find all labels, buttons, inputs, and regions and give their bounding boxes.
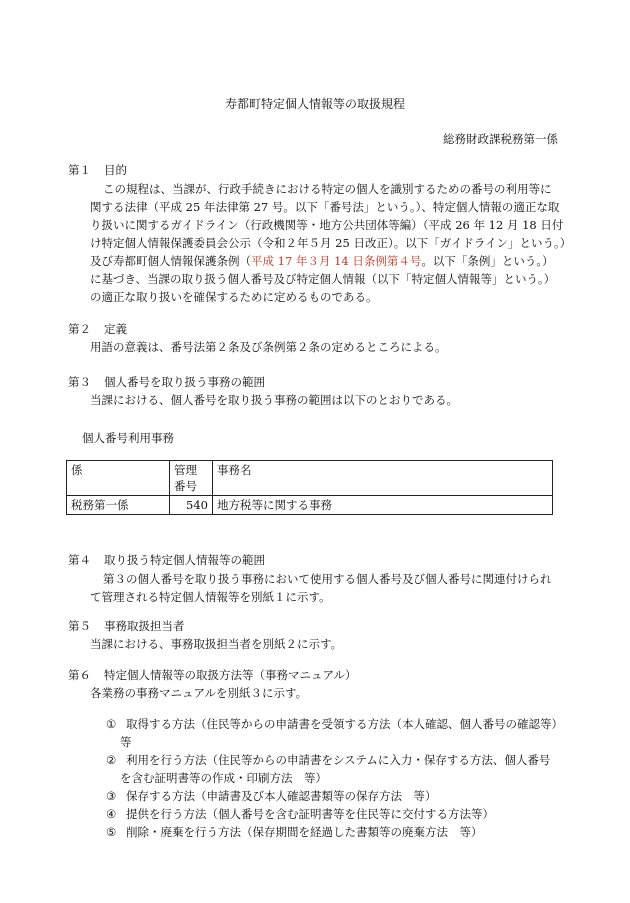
paragraph-line: け特定個人情報保護委員会公示（令和２年５月 25 日改正）。以下「ガイドライン」という。） <box>90 236 572 250</box>
header-number-line1: 管理 <box>174 463 197 477</box>
line-suffix: 。以下「条例」という。） <box>421 254 554 268</box>
paragraph-line: り扱いに関するガイドライン（行政機関等・地方公共団体等編）（平成 26 年 12 月 18 日付 <box>90 218 564 232</box>
section-5-body: 当課における、事務取扱担当者を別紙２に示す。 <box>90 637 343 651</box>
table-label: 個人番号利用事務 <box>82 431 174 445</box>
section-2-body: 用語の意義は、番号法第２条及び条例第２条の定めるところによる。 <box>90 340 447 354</box>
paragraph-line: に基づき、当課の取り扱う個人番号及び特定個人情報（以下「特定個人情報等」という。） <box>90 272 556 286</box>
section-3-body: 当課における、個人番号を取り扱う事務の範囲は以下のとおりである。 <box>90 393 458 407</box>
paragraph-line-mixed <box>90 252 568 270</box>
paragraph-line: の適正な取り扱いを確保するために定めるものである。 <box>90 290 378 304</box>
section-title: 目的 <box>104 163 127 177</box>
item-continuation: を含む証明書等の作成・印刷方法 等） <box>120 771 327 785</box>
item-text: 提供を行う方法（個人番号を含む証明書等を住民等に交付する方法等） <box>126 807 494 821</box>
header-section: 係 <box>67 461 170 496</box>
table-header-row <box>67 461 553 496</box>
header-number-line2: 番号 <box>174 479 197 493</box>
section-6-body: 各業務の事務マニュアルを別紙３に示す。 <box>90 686 308 700</box>
section-1-heading <box>68 162 127 179</box>
section-1-body <box>90 180 572 306</box>
section-2-heading <box>68 321 127 338</box>
section-4-body <box>90 570 552 606</box>
section-6-heading <box>68 667 357 684</box>
list-item <box>106 805 563 823</box>
section-number: 第１ <box>68 163 91 177</box>
line-prefix: 及び寿都町個人情報保護条例（ <box>90 254 251 268</box>
item-text: 利用を行う方法（住民等からの申請書をシステムに入力・保存する方法、個人番号 <box>126 753 551 767</box>
individual-number-use-table <box>66 460 553 515</box>
item-marker: ⑤ <box>106 825 117 839</box>
section-number: 第６ <box>68 668 91 682</box>
section-4-heading <box>68 552 265 569</box>
item-marker: ③ <box>106 789 117 803</box>
item-text: 保存する方法（申請書及び本人確認書類等の保存方法 等） <box>126 789 437 803</box>
item-marker: ① <box>106 717 117 731</box>
section-number: 第５ <box>68 619 91 633</box>
cell-task-name: 地方税等に関する事務 <box>213 496 553 515</box>
item-marker: ④ <box>106 807 117 821</box>
list-item <box>106 751 563 769</box>
cell-section: 税務第一係 <box>67 496 170 515</box>
section-5-heading <box>68 618 185 635</box>
highlighted-ordinance-date: 平成 17 年３月 14 日条例第４号 <box>251 254 422 268</box>
section-title: 定義 <box>104 322 127 336</box>
list-item <box>106 787 563 805</box>
item-continuation: 等 <box>120 735 132 749</box>
section-number: 第４ <box>68 553 91 567</box>
item-text: 削除・廃棄を行う方法（保存期間を経過した書類等の廃棄方法 等） <box>126 825 483 839</box>
paragraph-line: この規程は、当課が、行政手続きにおける特定の個人を識別するための番号の利用等に <box>103 182 552 196</box>
list-item <box>106 823 563 841</box>
header-number <box>170 461 213 496</box>
table-row <box>67 496 553 515</box>
list-item <box>106 715 563 733</box>
paragraph-line: 第３の個人番号を取り扱う事務において使用する個人番号及び個人番号に関連付けられ <box>103 572 552 586</box>
section-number: 第２ <box>68 322 91 336</box>
document-title: 寿都町特定個人情報等の取扱規程 <box>224 97 405 111</box>
section-3-heading <box>68 374 265 391</box>
section-title: 事務取扱担当者 <box>104 619 185 633</box>
section-title: 個人番号を取り扱う事務の範囲 <box>104 375 265 389</box>
item-text: 取得する方法（住民等からの申請書を受領する方法（本人確認、個人番号の確認等） <box>126 717 563 731</box>
header-task-name: 事務名 <box>213 461 553 496</box>
section-number: 第３ <box>68 375 91 389</box>
department-name: 総務財政課税務第一係 <box>443 132 558 146</box>
section-title: 取り扱う特定個人情報等の範囲 <box>104 553 265 567</box>
item-marker: ② <box>106 753 117 767</box>
manual-item-list <box>106 715 563 841</box>
paragraph-line: て管理される特定個人情報等を別紙１に示す。 <box>90 590 331 604</box>
cell-number: 540 <box>170 496 213 515</box>
paragraph-line: 関する法律（平成 25 年法律第 27 号。以下「番号法」という。）、特定個人情報の適正な取 <box>90 200 560 214</box>
section-title: 特定個人情報等の取扱方法等（事務マニュアル） <box>104 668 357 682</box>
